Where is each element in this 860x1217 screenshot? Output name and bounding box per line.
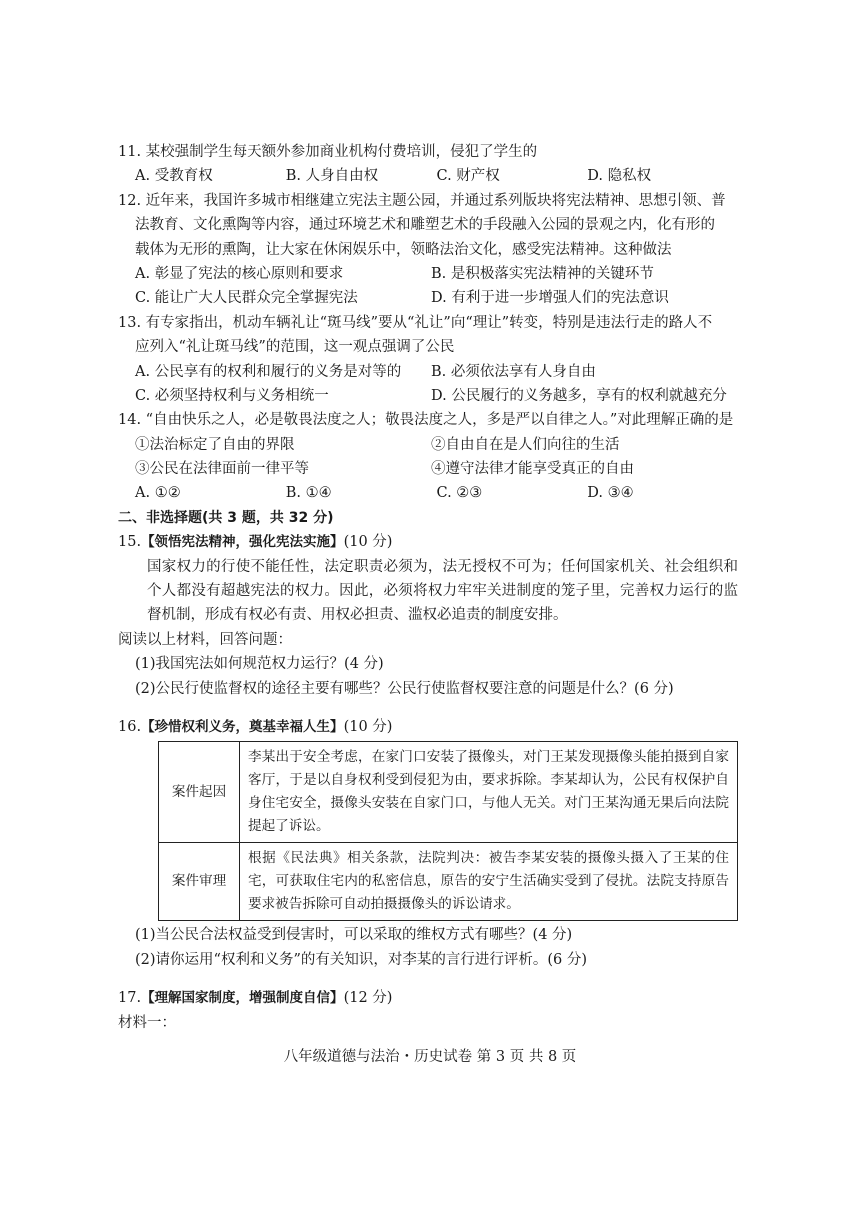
q11-option-b: B. 人身自由权 [285, 168, 379, 185]
q16-tag: 【珍惜权利义务，奠基幸福人生】 [141, 719, 344, 736]
q17-number: 17. [118, 990, 142, 1007]
q15-tag: 【领悟宪法精神，强化宪法实施】 [141, 534, 344, 551]
q16-score: (10 分) [343, 719, 393, 736]
q17-material-label: 材料一： [118, 1014, 176, 1031]
q15-title [118, 530, 738, 554]
q12-options-row-1 [118, 262, 738, 286]
q13-stem-line-2: 应列入“礼让斑马线”的范围，这一观点强调了公民 [135, 339, 455, 356]
q17-tag: 【理解国家制度，增强制度自信】 [141, 990, 344, 1007]
q12-stem-line-3: 载体为无形的熏陶，让大家在休闲娱乐中，领略法治文化，感受宪法精神。这种做法 [135, 241, 672, 258]
q14-options [118, 481, 738, 505]
q13-option-b: B. 必须依法享有人身自由 [431, 363, 596, 380]
q15-score: (10 分) [343, 534, 393, 551]
q14-option-b: B. ①④ [285, 485, 332, 502]
q15-subquestion-2: (2)公民行使监督权的途径主要有哪些？公民行使监督权要注意的问题是什么？(6 分) [135, 680, 674, 697]
q12-option-c: C. 能让广大人民群众完全掌握宪法 [135, 290, 358, 307]
q14-statement-4: ④遵守法律才能享受真正的自由 [431, 461, 634, 478]
q14-stem: 14. “自由快乐之人，必是敬畏法度之人；敬畏法度之人，多是严以自律之人。”对此理解正确的是 [118, 412, 734, 429]
q15-material: 国家权力的行使不能任性，法定职责必须为，法无授权不可为；任何国家机关、社会组织和个人都没有超越宪法的权力。因此，必须将权力牢牢关进制度的笼子里，完善权力运行的监督机制，形成有权必有责、用权必担责、滥权必追责的制度安排。 [147, 558, 738, 624]
q11-options [118, 164, 738, 188]
q14-statement-3: ③公民在法律面前一律平等 [135, 461, 309, 478]
case-trial-header: 案件审理 [159, 843, 240, 921]
case-cause-header: 案件起因 [159, 742, 240, 843]
q14-statement-1: ①法治标定了自由的界限 [135, 436, 295, 453]
exam-content [118, 140, 738, 1035]
q14-statements-row-2 [118, 457, 738, 481]
table-row [159, 843, 738, 921]
q15-subquestion-1: (1)我国宪法如何规范权力运行？(4 分) [135, 656, 384, 673]
q16-number: 16. [118, 719, 142, 736]
q11-stem: 11. 某校强制学生每天额外参加商业机构付费培训，侵犯了学生的 [118, 144, 538, 160]
q13-stem-line-1: 13. 有专家指出，机动车辆礼让“斑马线”要从“礼让”向“理让”转变，特别是违法行走的路人不 [118, 314, 713, 331]
q16-subquestion-1: (1)当公民合法权益受到侵害时，可以采取的维权方式有哪些？(4 分) [135, 927, 573, 944]
q14-statements-row-1 [118, 433, 738, 457]
table-row [159, 742, 738, 843]
q13-options-row-2 [118, 384, 738, 408]
q11-option-a: A. 受教育权 [135, 168, 213, 185]
q13-option-a: A. 公民享有的权利和履行的义务是对等的 [135, 363, 402, 380]
q16-case-table [158, 741, 738, 921]
q14-option-c: C. ②③ [436, 485, 483, 502]
spacer [118, 972, 738, 986]
q14-option-a: A. ①② [135, 485, 181, 502]
spacer [118, 701, 738, 715]
q14-option-d: D. ③④ [587, 485, 634, 502]
q11-option-c: C. 财产权 [436, 168, 500, 185]
case-trial-text: 根据《民法典》相关条款，法院判决：被告李某安装的摄像头摄入了王某的住宅，可获取住宅内的私密信息，原告的安宁生活确实受到了侵扰。法院支持原告要求被告拆除可自动拍摄摄像头的诉讼请求。 [240, 843, 738, 921]
q16-subquestion-2: (2)请你运用“权利和义务”的有关知识，对李某的言行进行评析。(6 分) [135, 951, 588, 968]
q12-option-a: A. 彰显了宪法的核心原则和要求 [135, 265, 344, 282]
q12-stem-line-1: 12. 近年来，我国许多城市相继建立宪法主题公园，并通过系列版块将宪法精神、思想引领、普 [118, 192, 726, 209]
q17-score: (12 分) [343, 990, 393, 1007]
q15-prompt: 阅读以上材料，回答问题： [118, 631, 292, 648]
page-footer: 八年级道德与法治・历史试卷 第 3 页 共 8 页 [283, 1049, 577, 1065]
q12-stem-line-2: 法教育、文化熏陶等内容，通过环境艺术和雕塑艺术的手段融入公园的景观之内，化有形的 [135, 217, 715, 234]
q16-title [118, 715, 738, 739]
q12-option-b: B. 是积极落实宪法精神的关键环节 [431, 265, 654, 282]
q13-option-c: C. 必须坚持权利与义务相统一 [135, 387, 329, 404]
q12-options-row-2 [118, 286, 738, 310]
q14-statement-2: ②自由自在是人们向往的生活 [431, 436, 620, 453]
q11-option-d: D. 隐私权 [587, 168, 652, 185]
q15-number: 15. [118, 534, 142, 551]
q13-option-d: D. 公民履行的义务越多，享有的权利就越充分 [431, 387, 727, 404]
q17-title [118, 986, 738, 1010]
case-cause-text: 李某出于安全考虑，在家门口安装了摄像头，对门王某发现摄像头能拍摄到自家客厅，于是以自身权利受到侵犯为由，要求拆除。李某却认为，公民有权保护自身住宅安全，摄像头安装在自家门口，与他人无关。对门王某沟通无果后向法院提起了诉讼。 [240, 742, 738, 843]
q12-option-d: D. 有利于进一步增强人们的宪法意识 [431, 290, 669, 307]
q13-options-row-1 [118, 360, 738, 384]
section-2-heading: 二、非选择题(共 3 题，共 32 分) [118, 509, 334, 526]
